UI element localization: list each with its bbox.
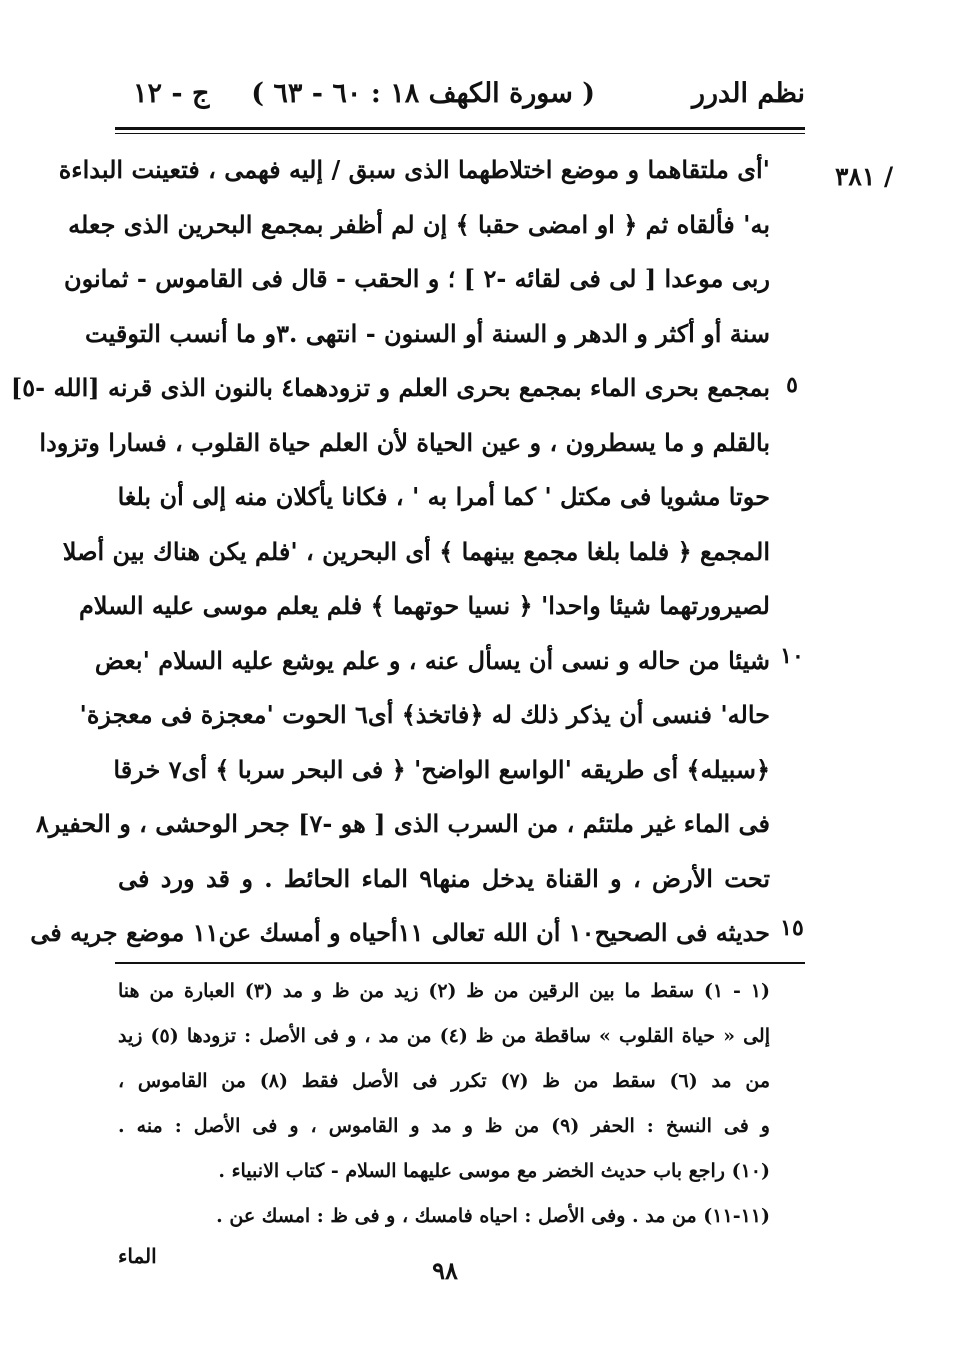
text-line: 'أى ملتقاهما و موضع اختلاطهما الذى سبق / إليه فهمى ، فتعينت البداءة — [58, 155, 770, 184]
text-line: ربى موعدا [ لى فى لقائه -٢ ] ؛ و الحقب - قال فى القاموس - ثمانون — [63, 264, 770, 293]
footnote-line: إلى « حياة القلوب » ساقطة من ظ (٤) من مد ، و فى الأصل : تزودها (٥) زيد — [118, 1025, 771, 1047]
text-line: حوتا مشويا فى مكتل ' كما أمرا به ' ، فكانا يأكلان منه إلى أن بلغا — [117, 482, 770, 511]
line-number-15: ١٥ — [780, 915, 804, 941]
text-line: المجمع ﴿ فلما بلغا مجمع بينهما ﴾ أى البحرين ، 'فلم يكن هناك بين أصلا — [62, 536, 770, 566]
book-title: نظم الدرر — [691, 78, 805, 109]
text-line: فى الماء غير ملتئم ، من السرب الذى [ هو -٧] جحر الوحشى ، و الحفير٨ — [35, 809, 770, 838]
footnotes — [118, 969, 770, 1239]
header-rule-thin — [115, 133, 805, 134]
volume-number: ج - ١٢ — [133, 78, 210, 109]
text-line: سنة أو أكثر و الدهر و السنة أو السنون - انتهى .٣و ما أنسب التوقيت — [85, 318, 770, 348]
main-text — [10, 143, 771, 961]
header-rule — [115, 127, 805, 130]
text-line: لصيرورتهما شيئا واحدا' ﴿ نسيا حوتهما ﴾ فلم يعلم موسى عليه السلام — [78, 591, 770, 620]
footnote-rule — [115, 962, 805, 964]
footnote-line: (١١-١١) من مد . وفى الأصل : احياه فامسك ، و فى ظ : امسك عن . — [216, 1205, 770, 1227]
line-number-10: ١٠ — [780, 643, 804, 669]
footnote-line: (١٠) راجع باب حديث الخضر مع موسى عليهما السلام - كتاب الانبياء . — [218, 1160, 770, 1182]
text-line: شيئا من حاله و نسى أن يسأل عنه ، و علم يوشع عليه السلام 'بعض — [94, 645, 770, 675]
text-line: حاله' فنسى أن يذكر ذلك له ﴿فاتخذ﴾ أى٦ الحوت 'معجزة فى معجزة' — [79, 700, 770, 729]
line-number-5: ٥ — [786, 372, 798, 398]
text-line: ﴿سبيله﴾ أى طريقه 'الواسع الواضح' ﴿ فى البحر سربا ﴾ أى٧ خرقا — [113, 754, 770, 784]
footnote-line: (١ - ١) سقط ما بين الرقين من ظ (٢) زيد من ظ و مد (٣) العبارة من هنا — [118, 980, 770, 1002]
running-header — [115, 78, 805, 122]
surah-info: ( سورة الكهف ١٨ : ٦٠ - ٦٣ ) — [251, 78, 595, 109]
catchword: الماء — [118, 1244, 157, 1268]
footnote-line: من مد (٦) سقط من ظ (٧) تكرر فى الأصل فقط (٨) من القاموس ، — [118, 1070, 771, 1092]
text-line: بمجمع بحرى الماء بمجمع بحرى العلم و تزودهما٤ بالنون الذى قرنه [الله -٥] — [10, 373, 770, 402]
text-line: تحت الأرض ، و القناة يدخل منها٩ الماء الحائط . و قد ورد فى — [118, 863, 771, 893]
page-number: ٩٨ — [432, 1256, 458, 1285]
footnote-line: و فى النسخ : الحفر (٩) من ظ و مد و القاموس ، و فى الأصل : منه . — [118, 1115, 770, 1137]
manuscript-page-ref: / ٣٨١ — [835, 162, 894, 191]
text-line: حديثه فى الصحيح١٠ أن الله تعالى ١١أحياه و أمسك عن١١ موضع جريه فى — [30, 918, 770, 947]
text-line: بالقلم و ما يسطرون ، و عين الحياة لأن العلم حياة القلوب ، فسارا وتزودا — [39, 427, 770, 457]
text-line: به' فألقاه ثم ﴿ او امضى حقبا ﴾ إن لم أظفر بمجمع البحرين الذى جعله — [68, 209, 770, 239]
